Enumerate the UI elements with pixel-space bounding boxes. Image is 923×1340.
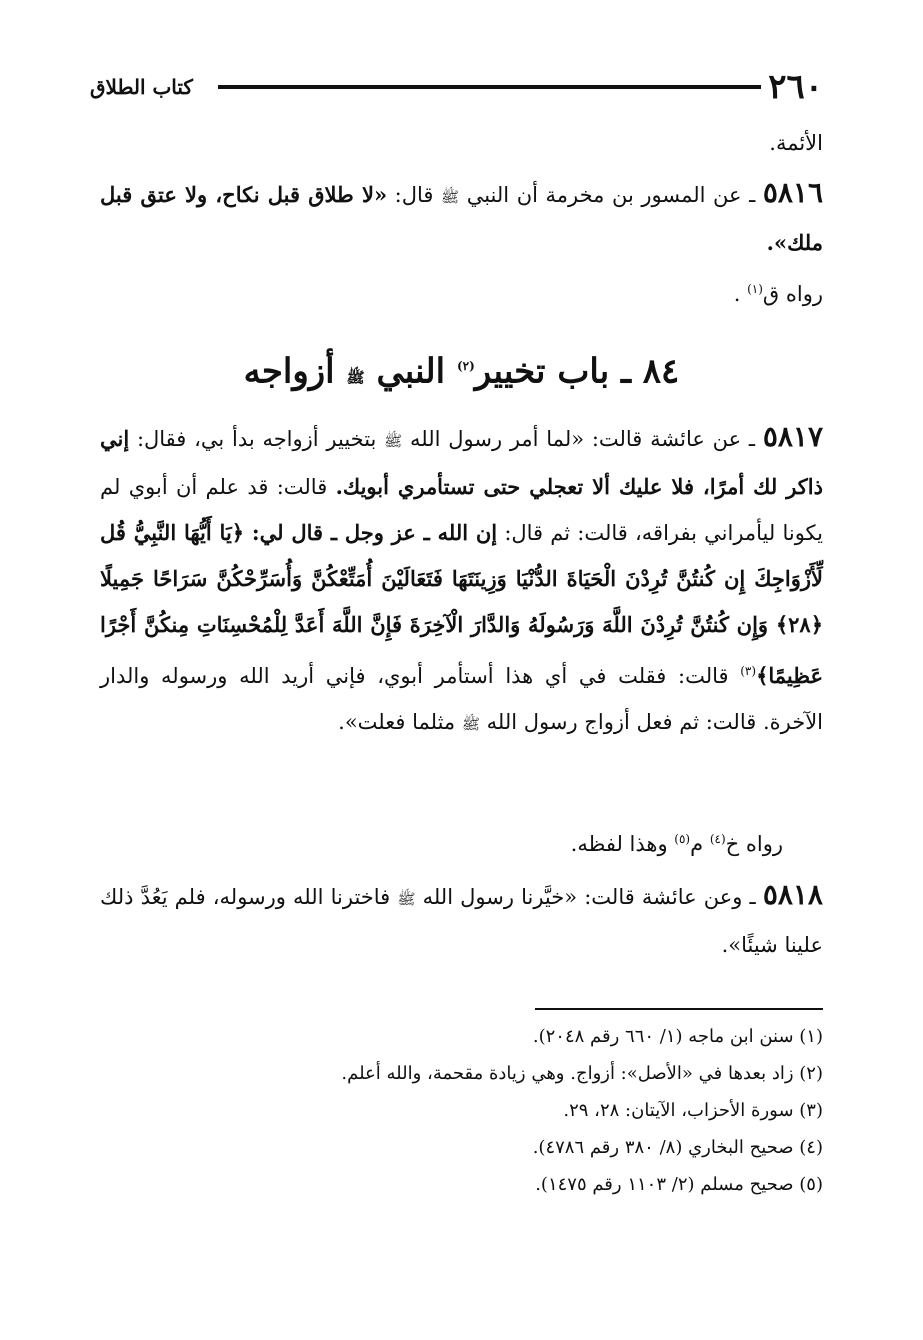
quran-verse: إن الله ـ عز وجل ـ قال لي: ﴿يَا أَيُّهَا النَّبِيُّ قُل لِّأَزْوَاجِكَ إِن كُنتُنَّ تُرِدْنَ الْحَيَاةَ الدُّنْيَا وَزِينَتَهَا فَتَعَالَيْنَ أُمَتِّعْكُنَّ وَأُسَرِّحْكُنَّ سَرَاحًا جَمِيلًا ﴿٢٨﴾ وَإِن كُنتُنَّ تُرِدْنَ اللَّهَ وَرَسُولَهُ وَالدَّارَ الْآخِرَةَ فَإِنَّ اللَّهَ أَعَدَّ لِلْمُحْسِنَاتِ مِنكُنَّ أَجْرًا عَظِيمًا﴾ bbox=[100, 520, 823, 688]
hadith-source: رواه ق bbox=[762, 282, 823, 306]
hadith-5816 bbox=[100, 170, 823, 317]
footnote: (٥) صحيح مسلم (٢/ ١١٠٣ رقم ١٤٧٥). bbox=[535, 1174, 823, 1195]
hadith-5817-source: رواه خ$^{(٤)}$ م$^{(٥)}$ وهذا لفظه. bbox=[570, 832, 783, 856]
hadith-text: قالت: فقلت في أي هذا أستأمر أبوي، فإني أريد الله ورسوله والدار الآخرة. قالت: ثم فعل أزواج رسول الله bbox=[100, 664, 823, 734]
salutation-icon: ﷺ bbox=[397, 890, 416, 908]
hadith-source-end: . bbox=[733, 282, 741, 306]
footnote-divider bbox=[535, 1008, 823, 1010]
footnote-ref: (١) bbox=[747, 282, 763, 296]
salutation-icon: ﷺ bbox=[384, 432, 403, 450]
footnote: (٣) سورة الأحزاب، الآيتان: ٢٨، ٢٩. bbox=[563, 1100, 823, 1121]
hadith-5818 bbox=[100, 872, 823, 968]
footnotes bbox=[100, 1018, 823, 1203]
hadith-5817 bbox=[100, 414, 823, 747]
chapter-heading: ٨٤ ـ باب تخيير$^{(٢)}$ النبي ﷺ أزواجه bbox=[243, 351, 680, 392]
footnote: (٤) صحيح البخاري (٨/ ٣٨٠ رقم ٤٧٨٦). bbox=[532, 1137, 823, 1158]
page-number: ٢٦٠ bbox=[768, 67, 823, 107]
hadith-text: ـ وعن عائشة قالت: «خيَّرنا رسول الله bbox=[422, 885, 756, 909]
hadith-number: ٥٨١٧ bbox=[762, 420, 823, 453]
intro-fragment: الأئمة. bbox=[769, 131, 823, 155]
book-title: كتاب الطلاق bbox=[90, 75, 193, 99]
footnote: (٢) زاد بعدها في «الأصل»: أزواج. وهي زيادة مقحمة، والله أعلم. bbox=[341, 1063, 823, 1084]
footnote-ref: (٢) bbox=[456, 359, 475, 373]
salutation-icon: ﷺ bbox=[461, 715, 480, 733]
hadith-text: ـ عن عائشة قالت: «لما أمر رسول الله bbox=[410, 427, 756, 451]
hadith-text: قالت: قد علم أن أبوي لم يكونا ليأمراني بفراقه، قالت: ثم قال: bbox=[100, 475, 823, 545]
footnote-ref: (٥) bbox=[674, 832, 691, 846]
header-rule bbox=[218, 85, 761, 89]
hadith-text: بتخيير أزواجه بدأ بي، فقال: bbox=[136, 427, 377, 451]
hadith-quote: «لا طلاق قبل نكاح، ولا عتق قبل ملك». bbox=[100, 182, 823, 255]
salutation-icon: ﷺ bbox=[346, 368, 365, 387]
footnote-ref: (٤) bbox=[709, 832, 726, 846]
hadith-number: ٥٨١٨ bbox=[762, 878, 823, 911]
hadith-text: قال: bbox=[394, 183, 434, 207]
hadith-number: ٥٨١٦ bbox=[762, 176, 823, 209]
footnote: (١) سنن ابن ماجه (١/ ٦٦٠ رقم ٢٠٤٨). bbox=[532, 1026, 823, 1047]
page-header bbox=[90, 62, 823, 112]
footnote-ref: (٣) bbox=[740, 664, 757, 678]
hadith-text: ـ عن المسور بن مخرمة أن النبي bbox=[466, 183, 756, 207]
salutation-icon: ﷺ bbox=[441, 188, 460, 206]
hadith-text: فاخترنا الله ورسوله، فلم يَعُدَّ ذلك علينا شيئًا». bbox=[100, 885, 823, 957]
hadith-text: مثلما فعلت». bbox=[338, 710, 456, 734]
hadith-quote: إني ذاكر لك أمرًا، فلا عليك ألا تعجلي حتى تستأمري أبويك. bbox=[100, 426, 823, 499]
